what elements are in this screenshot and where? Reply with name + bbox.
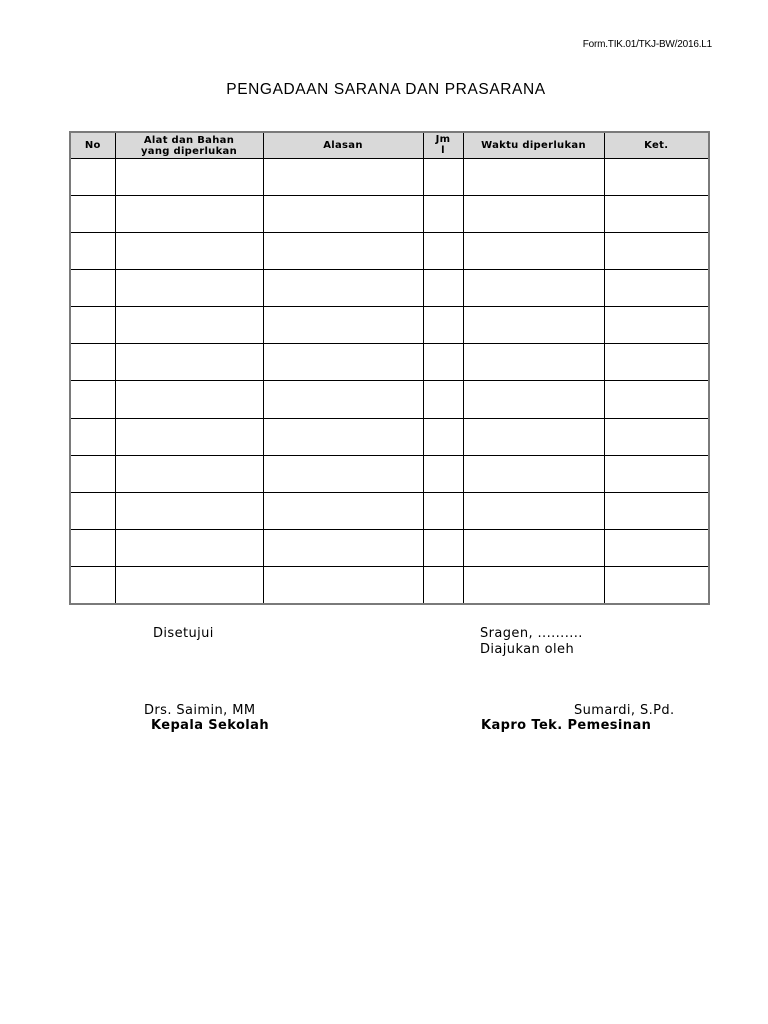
cell-no — [70, 270, 115, 307]
cell-ket — [604, 344, 709, 381]
cell-ket — [604, 381, 709, 418]
submitter-name: Sumardi, S.Pd. — [574, 703, 675, 718]
cell-ket — [604, 196, 709, 233]
cell-ket — [604, 159, 709, 196]
cell-ket — [604, 529, 709, 566]
cell-alat-bahan — [115, 455, 263, 492]
table-row — [70, 159, 709, 196]
approver-position: Kepala Sekolah — [151, 718, 269, 733]
header-jml-line2: l — [441, 145, 445, 156]
cell-jml — [423, 455, 463, 492]
cell-no — [70, 233, 115, 270]
header-jml — [423, 132, 463, 159]
form-code: Form.TIK.01/TKJ-BW/2016.L1 — [582, 39, 712, 50]
cell-alasan — [263, 196, 423, 233]
cell-alat-bahan — [115, 566, 263, 604]
cell-no — [70, 344, 115, 381]
table-row — [70, 270, 709, 307]
cell-jml — [423, 344, 463, 381]
cell-ket — [604, 270, 709, 307]
cell-alasan — [263, 159, 423, 196]
cell-no — [70, 566, 115, 604]
cell-no — [70, 529, 115, 566]
cell-jml — [423, 270, 463, 307]
table-row — [70, 307, 709, 344]
cell-alasan — [263, 566, 423, 604]
cell-waktu — [463, 492, 604, 529]
cell-jml — [423, 418, 463, 455]
cell-waktu — [463, 307, 604, 344]
table-row — [70, 492, 709, 529]
approval-caption: Disetujui — [153, 626, 214, 641]
cell-alat-bahan — [115, 196, 263, 233]
cell-jml — [423, 307, 463, 344]
cell-alat-bahan — [115, 418, 263, 455]
page-title: PENGADAAN SARANA DAN PRASARANA — [226, 81, 546, 98]
cell-no — [70, 492, 115, 529]
table-header-row — [70, 132, 709, 159]
table-row — [70, 455, 709, 492]
header-alat-line2: yang diperlukan — [140, 145, 238, 157]
cell-alasan — [263, 529, 423, 566]
cell-jml — [423, 566, 463, 604]
submitter-position: Kapro Tek. Pemesinan — [481, 718, 652, 733]
cell-alat-bahan — [115, 233, 263, 270]
cell-alasan — [263, 344, 423, 381]
cell-waktu — [463, 381, 604, 418]
header-alat-line1: Alat dan Bahan — [143, 134, 235, 146]
table-row — [70, 529, 709, 566]
cell-waktu — [463, 344, 604, 381]
cell-waktu — [463, 455, 604, 492]
cell-waktu — [463, 196, 604, 233]
cell-no — [70, 159, 115, 196]
cell-ket — [604, 233, 709, 270]
cell-alat-bahan — [115, 307, 263, 344]
cell-no — [70, 381, 115, 418]
cell-jml — [423, 159, 463, 196]
header-jml-line1: Jm — [435, 134, 451, 145]
table-row — [70, 418, 709, 455]
cell-ket — [604, 492, 709, 529]
table-body — [70, 159, 709, 605]
cell-alat-bahan — [115, 529, 263, 566]
cell-waktu — [463, 270, 604, 307]
cell-jml — [423, 381, 463, 418]
cell-alasan — [263, 492, 423, 529]
cell-no — [70, 196, 115, 233]
cell-alasan — [263, 418, 423, 455]
header-ket: Ket. — [604, 132, 709, 159]
cell-no — [70, 455, 115, 492]
cell-waktu — [463, 233, 604, 270]
header-no: No — [70, 132, 115, 159]
place-date: Sragen, .......... — [480, 626, 583, 641]
cell-alasan — [263, 381, 423, 418]
cell-alat-bahan — [115, 270, 263, 307]
header-alasan: Alasan — [263, 132, 423, 159]
procurement-table — [69, 131, 710, 605]
cell-jml — [423, 196, 463, 233]
cell-alasan — [263, 455, 423, 492]
table-row — [70, 233, 709, 270]
cell-waktu — [463, 159, 604, 196]
cell-waktu — [463, 418, 604, 455]
cell-jml — [423, 492, 463, 529]
cell-jml — [423, 233, 463, 270]
cell-alat-bahan — [115, 492, 263, 529]
cell-alat-bahan — [115, 381, 263, 418]
cell-ket — [604, 455, 709, 492]
cell-waktu — [463, 529, 604, 566]
cell-no — [70, 307, 115, 344]
cell-alat-bahan — [115, 344, 263, 381]
cell-ket — [604, 418, 709, 455]
cell-ket — [604, 307, 709, 344]
table-row — [70, 344, 709, 381]
cell-alasan — [263, 233, 423, 270]
cell-jml — [423, 529, 463, 566]
header-alat-bahan — [115, 132, 263, 159]
table-row — [70, 381, 709, 418]
approver-name: Drs. Saimin, MM — [144, 703, 256, 718]
header-waktu: Waktu diperlukan — [463, 132, 604, 159]
table-row — [70, 196, 709, 233]
submission-caption: Diajukan oleh — [480, 642, 575, 657]
table-row — [70, 566, 709, 604]
cell-alasan — [263, 270, 423, 307]
cell-no — [70, 418, 115, 455]
cell-ket — [604, 566, 709, 604]
cell-alasan — [263, 307, 423, 344]
cell-alat-bahan — [115, 159, 263, 196]
cell-waktu — [463, 566, 604, 604]
